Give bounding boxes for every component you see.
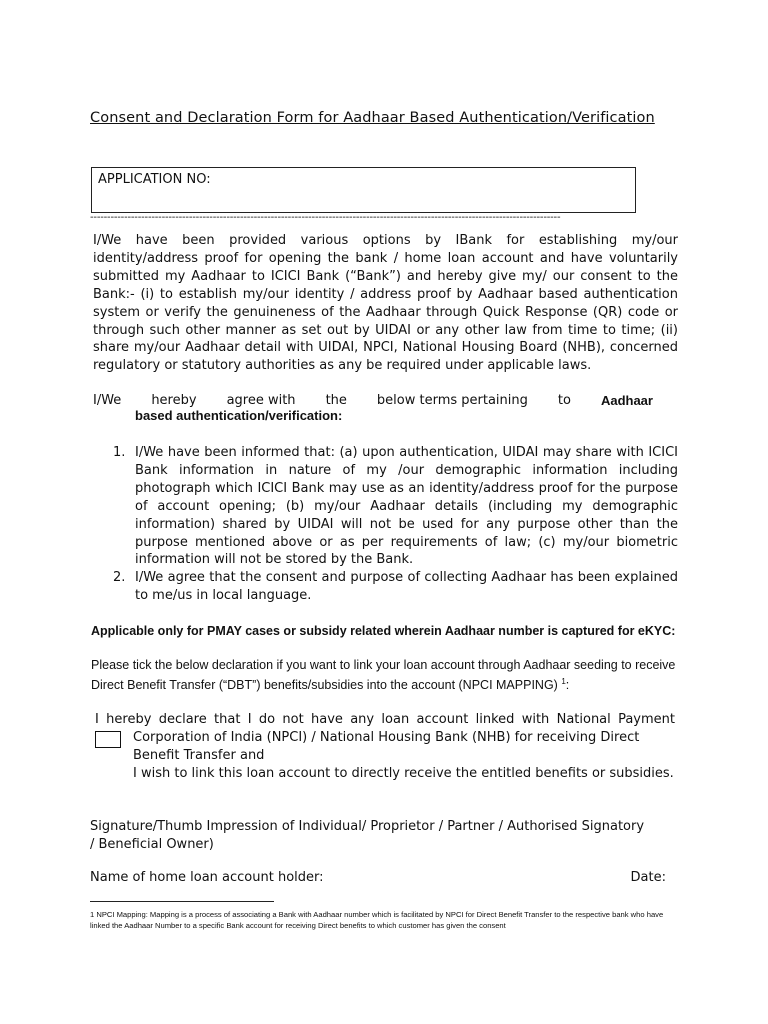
agree-word-5: below terms pertaining <box>376 393 528 408</box>
pmay-instructions-text: Please tick the below declaration if you want to link your loan account through Aadhaar seeding to receive Direct Benefit Transfer (“DBT”) benefits/subsidies into the account (NPCI MAPPING) <box>91 658 676 692</box>
agree-bold-1: Aadhaar <box>600 393 653 408</box>
agree-word-6: to <box>557 393 571 408</box>
list-item-number: 2. <box>113 570 126 586</box>
list-item-text: I/We have been informed that: (a) upon authentication, UIDAI may share with ICICI Bank information in nature of my /our demographic information including photograph which ICICI Bank may use as an identity/address proof for the purpose of account opening; (b) my/our Aadhaar details (including my demographic information) shared by UIDAI will not be used for any purpose other than the purpose mentioned above or as per requirements of law; (c) my/our biometric information will not be stored by the Bank. <box>135 445 678 568</box>
agree-word-2: hereby <box>151 393 197 408</box>
agree-bold-2: based authentication/verification: <box>135 408 343 423</box>
footnote-text: 1 NPCI Mapping: Mapping is a process of associating a Bank with Aadhaar number which is facilitated by NPCI for Direct Benefit Transfer to the respective bank who have linked the Aadhaar Number to a specific Bank account for receiving Direct benefits to which customer has given the consent <box>90 910 664 930</box>
footnote-rule <box>90 901 274 902</box>
declaration-block <box>95 711 675 783</box>
consent-paragraph: I/We have been provided various options by IBank for establishing my/our identity/address proof for opening the bank / home loan account and have voluntarily submitted my Aadhaar to ICICI Bank (“Bank”) and hereby give my/ our consent to the Bank:- (i) to establish my/our identity / address proof by Aadhaar based authentication system or verify the genuineness of the Aadhaar through Quick Response (QR) code or through such other manner as set out by UIDAI or any other law from time to time; (ii) share my/our Aadhaar detail with UIDAI, NPCI, National Housing Board (NHB), concerned regulatory or statutory authorities as any be required under applicable laws. <box>93 233 678 374</box>
list-item-number: 1. <box>113 445 126 460</box>
declaration-line-1: I hereby declare that I do not have any loan account linked with National Payment <box>95 712 675 727</box>
agree-word-3: agree with <box>226 393 296 408</box>
list-item <box>113 569 678 605</box>
agree-word-4: the <box>325 393 347 408</box>
signature-label: Signature/Thumb Impression of Individual/ Proprietor / Partner / Authorised Signatory / Beneficial Owner) <box>90 819 645 852</box>
declaration-line-last: I wish to link this loan account to directly receive the entitled benefits or subsidies. <box>133 765 674 781</box>
declaration-rest: Corporation of India (NPCI) / National Housing Bank (NHB) for receiving Direct Benefit Transfer and <box>133 729 640 763</box>
pmay-heading: Applicable only for PMAY cases or subsidy related wherein Aadhaar number is captured for eKYC: <box>91 624 676 638</box>
footnote-marker: 1 <box>561 676 566 686</box>
terms-list <box>113 444 678 605</box>
account-holder-name-label: Name of home loan account holder: <box>90 870 324 885</box>
pmay-instructions <box>91 657 681 693</box>
date-label: Date: <box>630 870 666 885</box>
form-title: Consent and Declaration Form for Aadhaar Based Authentication/Verification <box>90 110 655 126</box>
list-item <box>113 444 678 569</box>
application-number-field[interactable] <box>91 167 636 213</box>
list-item-text: I/We agree that the consent and purpose of collecting Aadhaar has been explained to me/us in local language. <box>135 570 678 604</box>
application-number-label: APPLICATION NO: <box>98 172 211 187</box>
agree-line <box>93 393 653 408</box>
agree-word-1: I/We <box>93 393 122 408</box>
name-date-row <box>90 870 666 885</box>
pmay-colon: : <box>565 677 570 692</box>
separator-line: ------------------------------------------------------------------------------------------------------------------------------------------ <box>90 212 561 223</box>
